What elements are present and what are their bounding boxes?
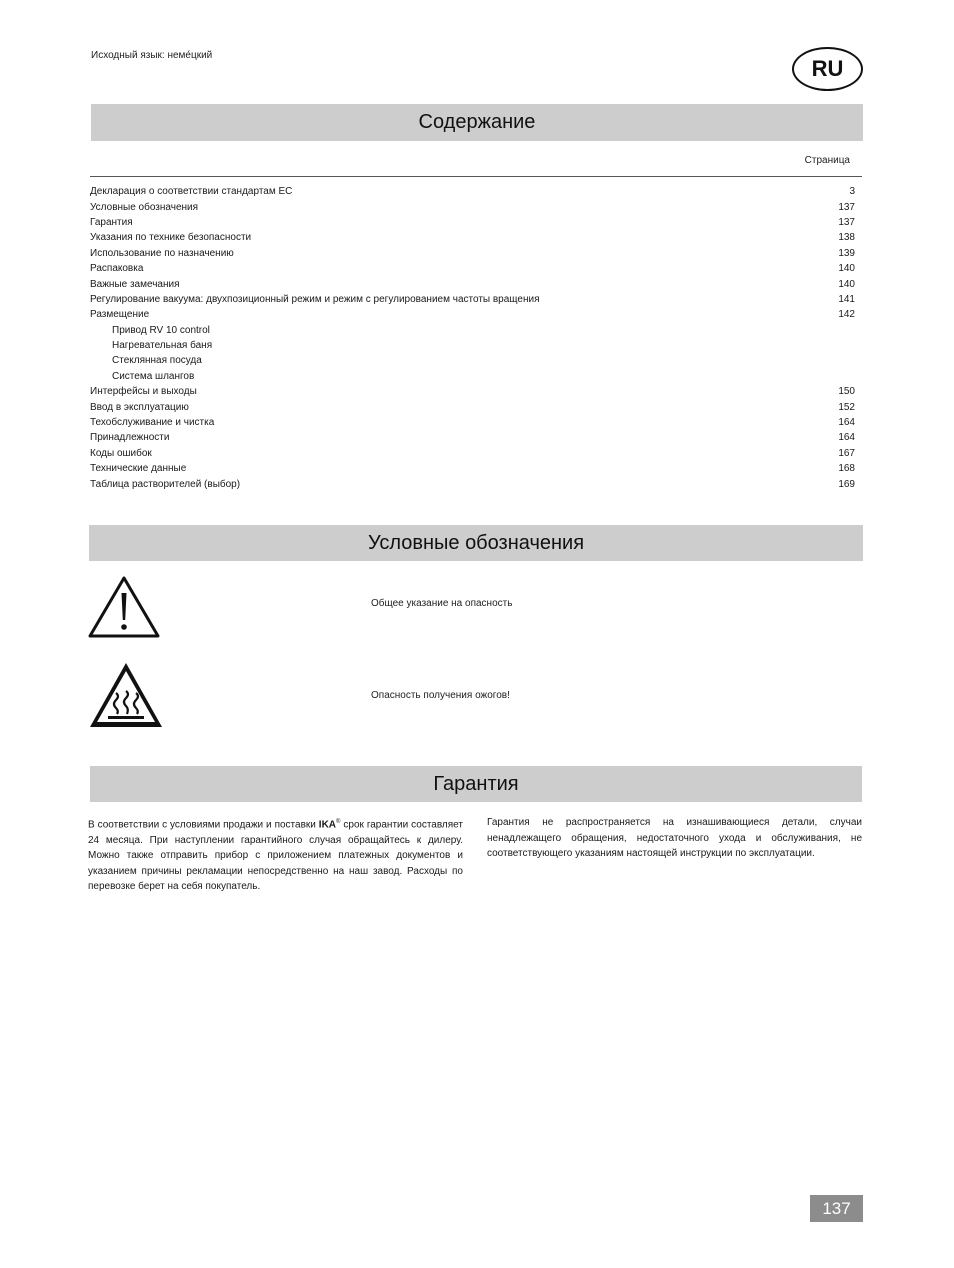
toc-entry[interactable]: Принадлежности 164 bbox=[90, 432, 855, 444]
page-number: 137 bbox=[810, 1195, 863, 1222]
toc-page-number: 3 bbox=[849, 186, 855, 198]
brand-name: IKA bbox=[318, 819, 337, 831]
toc-entry[interactable]: Регулирование вакуума: двухпозиционный режим и режим с регулированием частоты вращения 141 bbox=[90, 293, 855, 305]
contents-heading: Содержание bbox=[91, 104, 863, 141]
general-danger-description: Общее указание на опасность bbox=[371, 598, 513, 609]
hot-surface-icon bbox=[88, 661, 164, 734]
toc-subentry[interactable]: Нагревательная баня bbox=[112, 340, 213, 352]
toc-entry[interactable]: Декларация о соответствии стандартам ЕС 3 bbox=[90, 186, 855, 198]
toc-page-number: 141 bbox=[838, 293, 855, 305]
table-of-contents bbox=[90, 184, 855, 492]
toc-page-number: 150 bbox=[838, 386, 855, 398]
toc-page-number: 169 bbox=[838, 478, 855, 490]
toc-page-number: 164 bbox=[838, 432, 855, 444]
language-badge: RU bbox=[792, 47, 863, 91]
toc-page-number: 139 bbox=[838, 247, 855, 259]
toc-page-number: 142 bbox=[838, 309, 855, 321]
toc-entry[interactable]: Указания по технике безопасности 138 bbox=[90, 232, 855, 244]
general-danger-icon bbox=[88, 575, 160, 644]
toc-entry[interactable]: Ввод в эксплуатацию 152 bbox=[90, 401, 855, 413]
toc-subentry[interactable]: Привод RV 10 control bbox=[112, 324, 210, 336]
toc-entry[interactable]: Размещение 142 bbox=[90, 309, 855, 321]
toc-page-number: 137 bbox=[838, 201, 855, 213]
toc-entry[interactable]: Интерфейсы и выходы 150 bbox=[90, 386, 855, 398]
toc-entry[interactable]: Распаковка 140 bbox=[90, 263, 855, 275]
toc-page-number: 168 bbox=[838, 463, 855, 475]
toc-entry[interactable]: Коды ошибок 167 bbox=[90, 447, 855, 459]
toc-entry[interactable]: Технические данные 168 bbox=[90, 463, 855, 475]
toc-entry[interactable]: Использование по назначению 139 bbox=[90, 247, 855, 259]
toc-entry[interactable]: Таблица растворителей (выбор) 169 bbox=[90, 478, 855, 490]
warranty-heading: Гарантия bbox=[90, 766, 862, 802]
toc-divider bbox=[90, 176, 862, 177]
toc-page-number: 152 bbox=[838, 401, 855, 413]
toc-page-number: 167 bbox=[838, 447, 855, 459]
toc-page-number: 138 bbox=[838, 232, 855, 244]
toc-page-number: 140 bbox=[838, 263, 855, 275]
warranty-text-right: Гарантия не распространяется на изнашивающиеся детали, случаи ненадлежащего обращения, недостаточного ухода и обслуживания, не соответствующего указаниям настоящей инструкции по эксплуатации. bbox=[487, 817, 862, 859]
warranty-text-left: В соответствии с условиями продажи и поставки IKA® срок гарантии составляет 24 месяца. При наступлении гарантийного случая обращайтесь к дилеру. Можно также отправить прибор с приложением платежных документов и указанием причины рекламации непосредственно на наш завод. Расходы по перевозке берет на себя покупатель. bbox=[88, 819, 463, 893]
toc-page-number: 137 bbox=[838, 216, 855, 228]
source-language-note: Исходный язык: неме́цкий bbox=[91, 50, 213, 61]
toc-entry[interactable]: Важные замечания 140 bbox=[90, 278, 855, 290]
toc-page-number: 140 bbox=[838, 278, 855, 290]
symbols-heading: Условные обозначения bbox=[89, 525, 863, 561]
toc-subentry[interactable]: Система шлангов bbox=[112, 370, 195, 382]
toc-entry[interactable]: Техобслуживание и чистка 164 bbox=[90, 417, 855, 429]
toc-entry[interactable]: Гарантия 137 bbox=[90, 216, 855, 228]
toc-page-number: 164 bbox=[838, 417, 855, 429]
toc-entry[interactable]: Условные обозначения 137 bbox=[90, 201, 855, 213]
toc-page-column-label: Страница bbox=[804, 155, 850, 166]
burn-hazard-description: Опасность получения ожогов! bbox=[371, 690, 510, 701]
registered-mark: ® bbox=[336, 819, 341, 825]
toc-subentry[interactable]: Стеклянная посуда bbox=[112, 355, 202, 367]
